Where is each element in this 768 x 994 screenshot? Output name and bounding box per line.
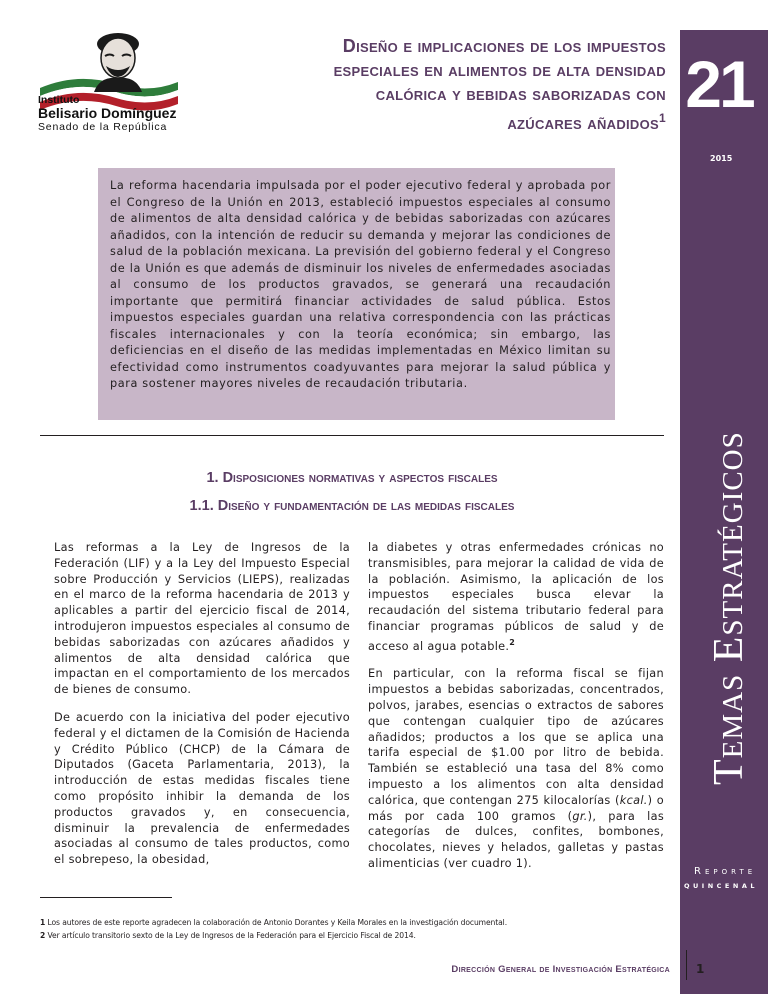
title-footnote-mark: 1 xyxy=(659,111,666,125)
paragraph xyxy=(368,540,664,654)
report-label: Reporte xyxy=(694,866,757,877)
paragraph-text: ), para las categorías de dulces, confites, bombones, chocolates, nieves y helados, galletas y pastas alimenticias (ver cuadro 1). xyxy=(368,809,664,870)
paragraph-text: En particular, con la reforma fiscal se fijan impuestos a bebidas saborizadas, concentrados, polvos, jarabes, esencias o extractos de sabores que contengan cualquier tipo de azúcares añadidos; productos a los que se aplica una tarifa especial de $1.00 por litro de bebida. También se estableció una tasa del 8% como impuesto a los alimentos con alta densidad calórica, que contengan 275 kilocalorías ( xyxy=(368,667,664,807)
footer-department: Dirección General de Investigación Estratégica xyxy=(451,964,670,975)
portrait-icon xyxy=(94,33,142,92)
footnote-text: Ver artículo transitorio sexto de la Ley de Ingresos de la Federación para el Ejercicio Fiscal de 2014. xyxy=(47,931,416,940)
title-line3: calórica y bebidas saborizadas con xyxy=(375,84,666,104)
title-line2: especiales en alimentos de alta densidad xyxy=(333,60,666,80)
series-title: Temas Estratégicos xyxy=(706,431,752,785)
footnote-number: 2 xyxy=(40,931,46,940)
section-heading-1-1: 1.1. Diseño y fundamentación de las medidas fiscales xyxy=(189,498,515,514)
paragraph: De acuerdo con la iniciativa del poder ejecutivo federal y el dictamen de la Comisión de Hacienda y Crédito Público (CHCP) de la Cámara de Diputados (Gaceta Parlamentaria, 2013), la introducción de estas medidas fiscales tiene como propósito inhibir la demanda de los productos gravados y, en consecuencia, disminuir la prevalencia de enfermedades asociadas al consumo de tales productos, como el sobrepeso, la obesidad, xyxy=(54,710,350,867)
paragraph xyxy=(368,666,664,871)
title-line4 xyxy=(180,106,666,135)
body-column-right xyxy=(368,540,664,884)
footnote-2 xyxy=(40,931,416,940)
document-title xyxy=(180,34,666,135)
logo-text xyxy=(38,94,188,134)
report-frequency: QUINCENAL xyxy=(684,882,758,890)
logo-line1: Instituto xyxy=(38,94,80,106)
abstract-box xyxy=(98,168,615,420)
issue-year: 2015 xyxy=(710,154,733,163)
logo-line3: Senado de la República xyxy=(38,121,168,133)
paragraph-text: la diabetes y otras enfermedades crónicas no transmisibles, para mejorar la calidad de vida de la población. Asimismo, la aplicación de los impuestos especiales busca elevar la recaudación del sistema tributario federal para financiar programas públicos de salud y de acceso al agua potable. xyxy=(368,541,664,653)
logo-line2: Belisario Domínguez xyxy=(38,105,177,121)
paragraph: Las reformas a la Ley de Ingresos de la Federación (LIF) y a la Ley del Impuesto Especial sobre Producción y Servicios (LIEPS), realizadas en el marco de la reforma hacendaria de 2013 y aplicables a partir del ejercicio fiscal de 2014, introdujeron impuestos especiales al consumo de bebidas saborizadas con azúcares añadidos y alimentos de alta densidad calórica que impactan en el comportamiento de los mercados de bienes de consumo. xyxy=(54,541,350,697)
footnote-number: 1 xyxy=(40,918,46,927)
footnote-rule xyxy=(40,897,172,898)
footnote-ref-2: 2 xyxy=(509,637,516,647)
paragraph-text: ) o más por cada 100 gramos ( xyxy=(368,793,664,823)
unit-gr: gr. xyxy=(572,809,588,823)
section-heading-1: 1. Disposiciones normativas y aspectos fiscales xyxy=(206,470,498,486)
title-line4-text: azúcares añadidos xyxy=(507,113,660,133)
title-line1: Diseño e implicaciones de los impuestos xyxy=(342,36,666,56)
unit-kcal: kcal. xyxy=(619,793,648,807)
section-divider xyxy=(40,435,664,436)
issue-number: 21 xyxy=(685,47,753,121)
page-number: 1 xyxy=(696,962,705,976)
footnote-text: Los autores de este reporte agradecen la colaboración de Antonio Dorantes y Keila Morales en la investigación documental. xyxy=(47,918,508,927)
body-column-left xyxy=(54,540,350,880)
footnote-1 xyxy=(40,918,507,927)
abstract-text: La reforma hacendaria impulsada por el poder ejecutivo federal y aprobada por el Congreso de la Unión en 2013, estableció impuestos especiales al consumo de alimentos de alta densidad calórica y de bebidas saborizadas con azúcares añadidos, con la intención de reducir su demanda y mejorar las condiciones de salud de la población mexicana. La previsión del gobierno federal y el Congreso de la Unión es que además de disminuir los niveles de enfermedades asociadas al consumo de los productos gravados, se generará una recaudación importante que permitirá financiar actividades de salud pública. Estos impuestos especiales guardan una relativa correspondencia con las prácticas fiscales internacionales y con la teoría económica; sin embargo, las deficiencias en el diseño de las medidas implementadas en México limitan su efectividad como instrumentos coadyuvantes para mejorar la salud pública y para sostener mayores niveles de recaudación tributaria. xyxy=(110,179,611,390)
footer-divider xyxy=(686,950,687,980)
sidebar-band xyxy=(680,30,768,994)
